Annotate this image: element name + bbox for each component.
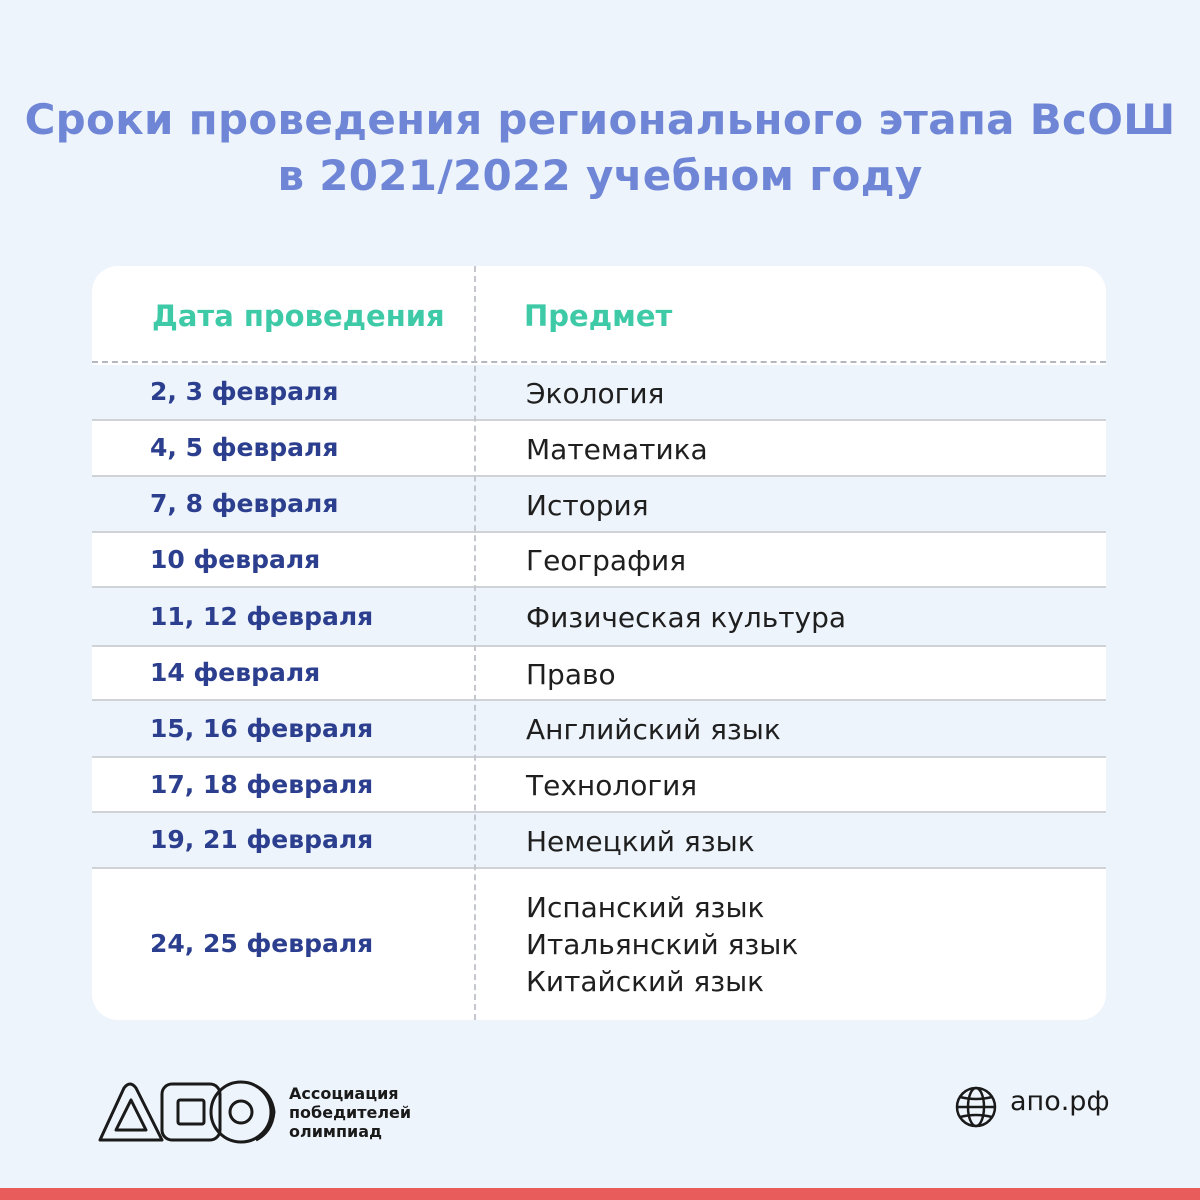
- website-link[interactable]: апо.рф: [1010, 1086, 1110, 1117]
- org-line-2: победителей: [289, 1103, 412, 1122]
- subject-name: География: [526, 544, 687, 577]
- row-date: 14 февраля: [150, 658, 321, 687]
- row-date: 24, 25 февраля: [150, 928, 374, 958]
- row-date: 10 февраля: [150, 544, 321, 574]
- row-subject: [526, 889, 798, 1000]
- row-subject: [526, 599, 846, 636]
- table-header: [92, 266, 1106, 363]
- row-subject: [526, 542, 686, 579]
- row-subject: [526, 431, 708, 468]
- row-date: 15, 16 февраля: [150, 713, 374, 743]
- table-row: [92, 477, 1106, 533]
- row-subject: [526, 767, 697, 804]
- row-date: 7, 8 февраля: [150, 489, 339, 518]
- subject-name: Немецкий язык: [526, 824, 755, 858]
- table-row: [92, 588, 1106, 647]
- page-title: [0, 92, 1200, 204]
- subject-name: Физическая культура: [526, 601, 847, 634]
- table-row: [92, 813, 1106, 869]
- apo-logo-icon: [96, 1078, 278, 1146]
- subject-name: Китайский язык: [526, 965, 765, 998]
- row-subject: [526, 656, 616, 693]
- column-header-date: Дата проведения: [152, 299, 445, 333]
- schedule-table: [92, 266, 1106, 1020]
- page-title-line-1: Сроки проведения регионального этапа ВсОШ: [24, 95, 1176, 144]
- row-date: 4, 5 февраля: [150, 433, 339, 462]
- row-date: 11, 12 февраля: [150, 601, 374, 631]
- table-row: [92, 533, 1106, 588]
- org-line-1: Ассоциация: [289, 1084, 399, 1103]
- row-date: 19, 21 февраля: [150, 825, 374, 854]
- row-subject: [526, 711, 781, 748]
- row-date: 2, 3 февраля: [150, 377, 339, 406]
- table-row: [92, 421, 1106, 477]
- organization-name: [289, 1084, 411, 1141]
- row-subject: [526, 823, 755, 860]
- subject-name: Английский язык: [526, 713, 781, 746]
- bottom-accent-bar: [0, 1188, 1200, 1200]
- row-date: 17, 18 февраля: [150, 769, 374, 799]
- subject-name: История: [526, 488, 649, 522]
- subject-name: Испанский язык: [526, 891, 765, 924]
- table-row: [92, 758, 1106, 813]
- table-row: [92, 647, 1106, 701]
- subject-name: Итальянский язык: [526, 928, 799, 961]
- row-subject: [526, 487, 649, 524]
- table-row: [92, 365, 1106, 421]
- column-divider: [474, 266, 476, 1020]
- page-title-line-2: в 2021/2022 учебном году: [277, 151, 923, 200]
- org-line-3: олимпиад: [289, 1122, 382, 1141]
- subject-name: Технология: [526, 769, 698, 802]
- subject-name: Право: [526, 657, 616, 691]
- column-header-subject: Предмет: [524, 299, 673, 333]
- subject-name: Экология: [526, 376, 665, 410]
- table-row: [92, 701, 1106, 758]
- table-row: [92, 869, 1106, 1020]
- row-subject: [526, 375, 664, 412]
- globe-icon: [954, 1085, 998, 1129]
- subject-name: Математика: [526, 432, 708, 466]
